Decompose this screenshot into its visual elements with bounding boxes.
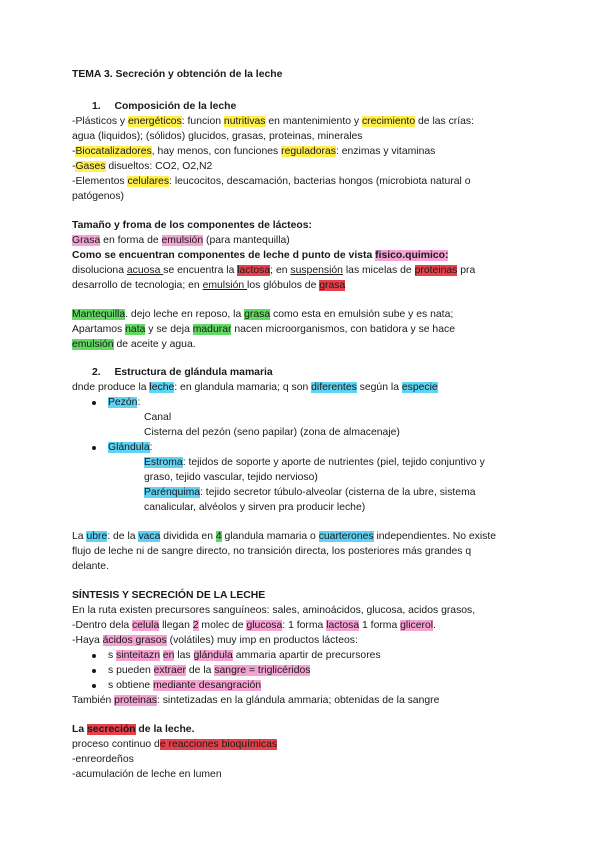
highlight: especie [401, 382, 438, 393]
text-line: Apartamos nata y se deja madurar nacen microorganismos, con batidora y se hace [72, 324, 455, 335]
highlight: celulares [127, 176, 170, 187]
text-line: -Haya ácidos grasos (volátiles) muy imp en productos lácteos: [72, 635, 358, 646]
highlight: nutritivas [223, 116, 266, 127]
highlight: Parénquima [144, 487, 201, 498]
highlight: emulsión [72, 339, 114, 350]
highlight: grasa [244, 309, 271, 320]
bullet-icon [92, 654, 96, 658]
text-line: Canal [144, 412, 172, 423]
text-line: graso, tejido vascular, tejido nervioso) [144, 472, 318, 483]
highlight: madurar [192, 324, 232, 335]
text-line: disoluciona acuosa se encuentra la lactosa; en suspensión las micelas de proteinas pra [72, 265, 476, 276]
highlight: crecimiento [361, 116, 416, 127]
underlined-text: suspensión [290, 265, 343, 276]
highlight: fisico.quimico: [375, 250, 449, 261]
section-heading-tamano: Tamaño y froma de los componentes de lácteos: [72, 220, 313, 231]
highlight: energéticos [128, 116, 182, 127]
highlight: cuarterones [318, 531, 374, 542]
highlight: Gases [75, 161, 106, 172]
highlight: ácidos grasos [102, 635, 167, 646]
list-item: s obtiene mediante desangración [108, 680, 262, 691]
list-item: s pueden extraer de la sangre = triglicéridos [108, 665, 311, 676]
highlight: glucosa [246, 620, 283, 631]
highlight: extraer [153, 665, 186, 676]
section-title: Estructura de glándula mamaria [114, 367, 273, 378]
highlight: sinteitazn [116, 650, 160, 661]
bullet-icon [92, 684, 96, 688]
highlight: proteinas [114, 695, 157, 706]
highlight: proteinas [414, 265, 458, 276]
text-line: Mantequilla. dejo leche en reposo, la grasa como esta en emulsión sube y es nata; [72, 309, 454, 320]
highlight: = triglicéridos [246, 665, 311, 676]
highlight: glicerol [400, 620, 434, 631]
list-item-glandula: Glándula: [108, 442, 153, 453]
list-item: s sinteitazn en las glándula ammaria apartir de precursores [108, 650, 381, 661]
list-item-pezon: Pezón: [108, 397, 141, 408]
highlight: emulsión [161, 235, 204, 246]
bullet-icon [92, 446, 96, 450]
text-line: -acumulación de leche en lumen [72, 769, 222, 780]
text-line: -Dentro dela celula llegan 2 molec de glucosa: 1 forma lactosa 1 forma glicerol. [72, 620, 436, 631]
section-number: 1. [92, 101, 101, 112]
highlight: glándula [193, 650, 233, 661]
highlight: lactosa [237, 265, 271, 276]
highlight: e reacciones bioquímicas [159, 739, 278, 750]
text-line: Como se encuentran componentes de leche d punto de vista fisico.quimico: [72, 250, 449, 261]
text-line: La ubre: de la vaca dividida en 4 glandula mamaria o cuarterones independientes. No existe [72, 531, 497, 542]
text-line: También proteinas: sintetizadas en la glándula ammaria; obtenidas de la sangre [72, 695, 440, 706]
text-line: dnde produce la leche: en glandula mamaria; q son diferentes según la especie [72, 382, 438, 393]
highlight: vaca [138, 531, 161, 542]
text-line: -Gases disueltos: CO2, O2,N2 [72, 161, 213, 172]
highlight: nata [125, 324, 146, 335]
section-heading-composicion [92, 100, 236, 114]
section-heading-sintesis: SÍNTESIS Y SECRECIÓN DE LA LECHE [72, 590, 266, 601]
highlight: leche [149, 382, 175, 393]
highlight: Estroma [144, 457, 183, 468]
text-line: proceso continuo de reacciones bioquímicas [72, 739, 278, 750]
highlight: mediante desangración [153, 680, 262, 691]
document-title: TEMA 3. Secreción y obtención de la leche [72, 69, 283, 80]
text-line: -Biocatalizadores, hay menos, con funciones reguladoras: enzimas y vitaminas [72, 146, 436, 157]
highlight: 2 [192, 620, 199, 631]
text-line: desarrollo de tecnologia; en emulsión los glóbulos de grasa [72, 280, 346, 291]
text-line: En la ruta existen precursores sanguíneos: sales, aminoácidos, glucosa, acidos grasos, [72, 605, 476, 616]
text-line: Estroma: tejidos de soporte y aporte de nutrientes (piel, tejido conjuntivo y [144, 457, 485, 468]
highlight: ubre [86, 531, 108, 542]
text-line: Cisterna del pezón (seno papilar) (zona de almacenaje) [144, 427, 400, 438]
text-line: -Elementos celulares: leucocitos, descamación, bacterias hongos (microbiota natural o [72, 176, 471, 187]
text-line: emulsión de aceite y agua. [72, 339, 196, 350]
bullet-icon [92, 401, 96, 405]
highlight: diferentes [311, 382, 357, 393]
text-line: Grasa en forma de emulsión (para mantequilla) [72, 235, 290, 246]
highlight: Grasa [72, 235, 101, 246]
text-line: flujo de leche ni de sangre directo, no transición directa, los posteriores más grandes q [72, 546, 472, 557]
bullet-icon [92, 669, 96, 673]
highlight: lactosa [326, 620, 360, 631]
highlight: en [162, 650, 175, 661]
underlined-text: acuosa [126, 265, 164, 276]
highlight: Biocatalizadores [75, 146, 152, 157]
highlight: sangre [214, 665, 247, 676]
highlight: secreción [87, 724, 136, 735]
section-heading-estructura [92, 366, 273, 380]
underlined-text: emulsión [202, 280, 248, 291]
highlight: Glándula [108, 442, 150, 453]
text-line: -enreordeños [72, 754, 134, 765]
text-line: -Plásticos y energéticos: funcion nutritivas en mantenimiento y crecimiento de las crías: [72, 116, 475, 127]
highlight: reguladoras [281, 146, 336, 157]
highlight: celula [132, 620, 160, 631]
text-line: canalicular, alvéolos y sirven pra producir leche) [144, 502, 366, 513]
text-line: patógenos) [72, 191, 124, 202]
section-heading-secrecion: La secreción de la leche. [72, 724, 195, 735]
highlight: 4 [215, 531, 222, 542]
text-line: agua (liquidos); (sólidos) glucidos, grasas, proteinas, minerales [72, 131, 363, 142]
section-title: Composición de la leche [114, 101, 237, 112]
text-line: delante. [72, 561, 109, 572]
highlight: Mantequilla [72, 309, 126, 320]
text-line: Parénquima: tejido secretor túbulo-alveolar (cisterna de la ubre, sistema [144, 487, 476, 498]
highlight: grasa [319, 280, 346, 291]
highlight: Pezón [108, 397, 138, 408]
section-number: 2. [92, 367, 101, 378]
